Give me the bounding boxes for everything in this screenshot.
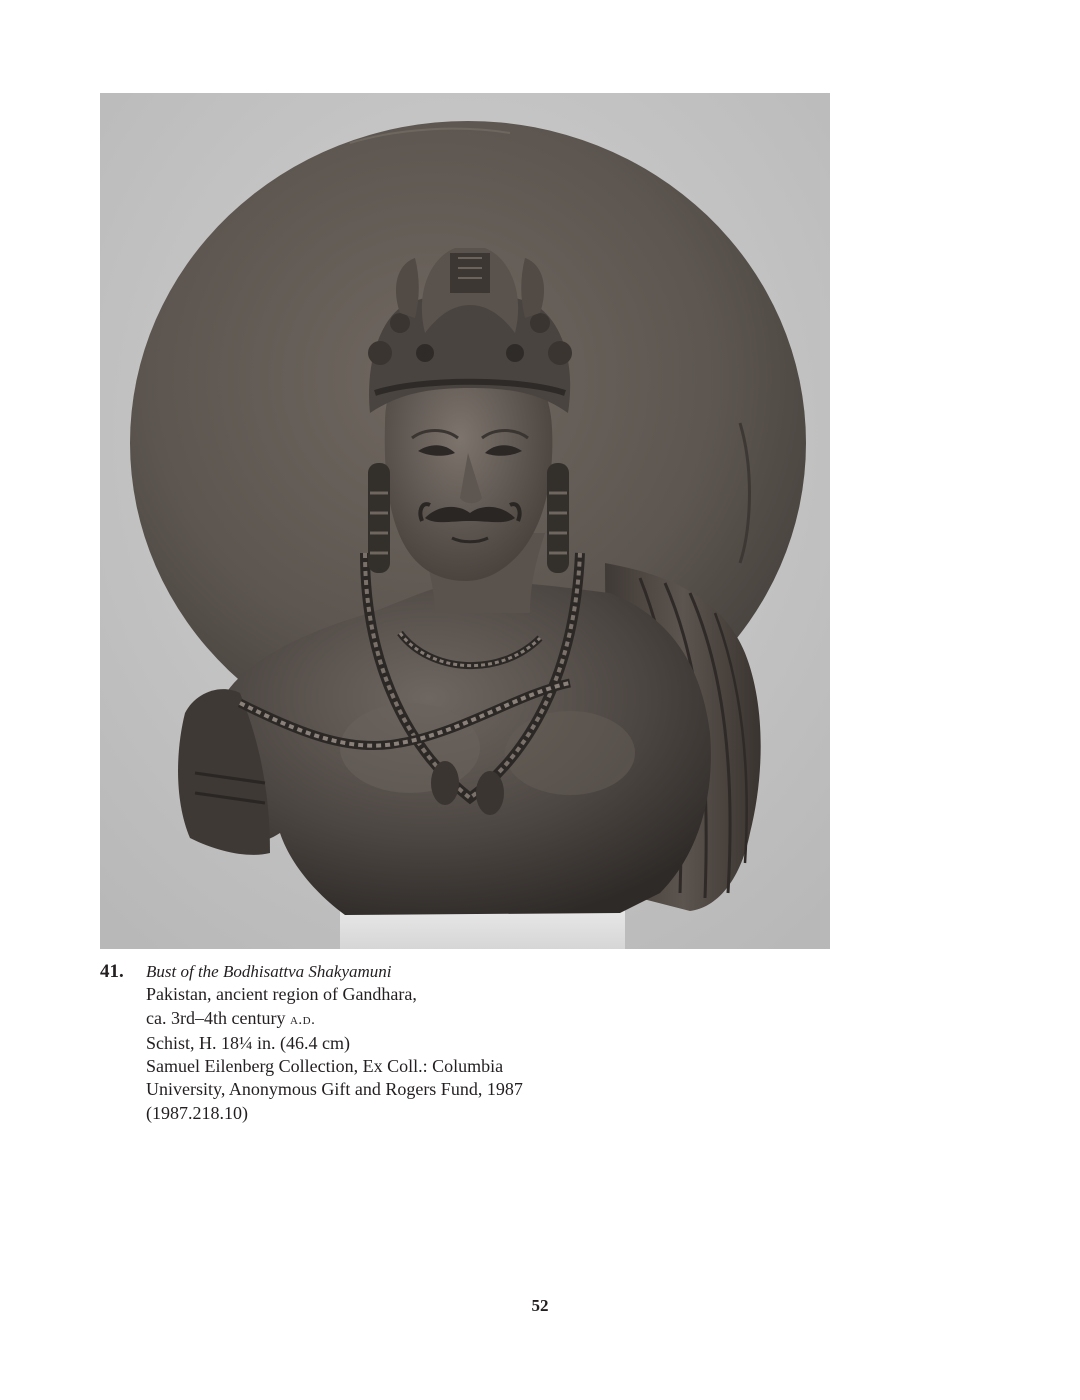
date-text: ca. 3rd–4th century <box>146 1007 286 1028</box>
date-line <box>100 1007 620 1032</box>
medium-line: Schist, H. 18¼ in. (46.4 cm) <box>146 1032 350 1053</box>
artwork-title: Bust of the Bodhisattva Shakyamuni <box>146 962 392 981</box>
artwork-photograph <box>100 93 830 949</box>
era-label: a.d. <box>289 1011 316 1028</box>
caption-heading <box>100 960 620 983</box>
page-number: 52 <box>531 1296 549 1315</box>
credit-line: University, Anonymous Gift and Rogers Fund, 1987 <box>146 1079 523 1100</box>
catalogue-number: 41. <box>100 961 124 982</box>
figure-caption <box>100 960 620 1125</box>
accession-number: (1987.218.10) <box>146 1102 248 1123</box>
bodhisattva-bust-image <box>100 93 830 949</box>
credit-line: Samuel Eilenberg Collection, Ex Coll.: Columbia <box>146 1056 504 1077</box>
provenance-line: Pakistan, ancient region of Gandhara, <box>146 984 417 1005</box>
